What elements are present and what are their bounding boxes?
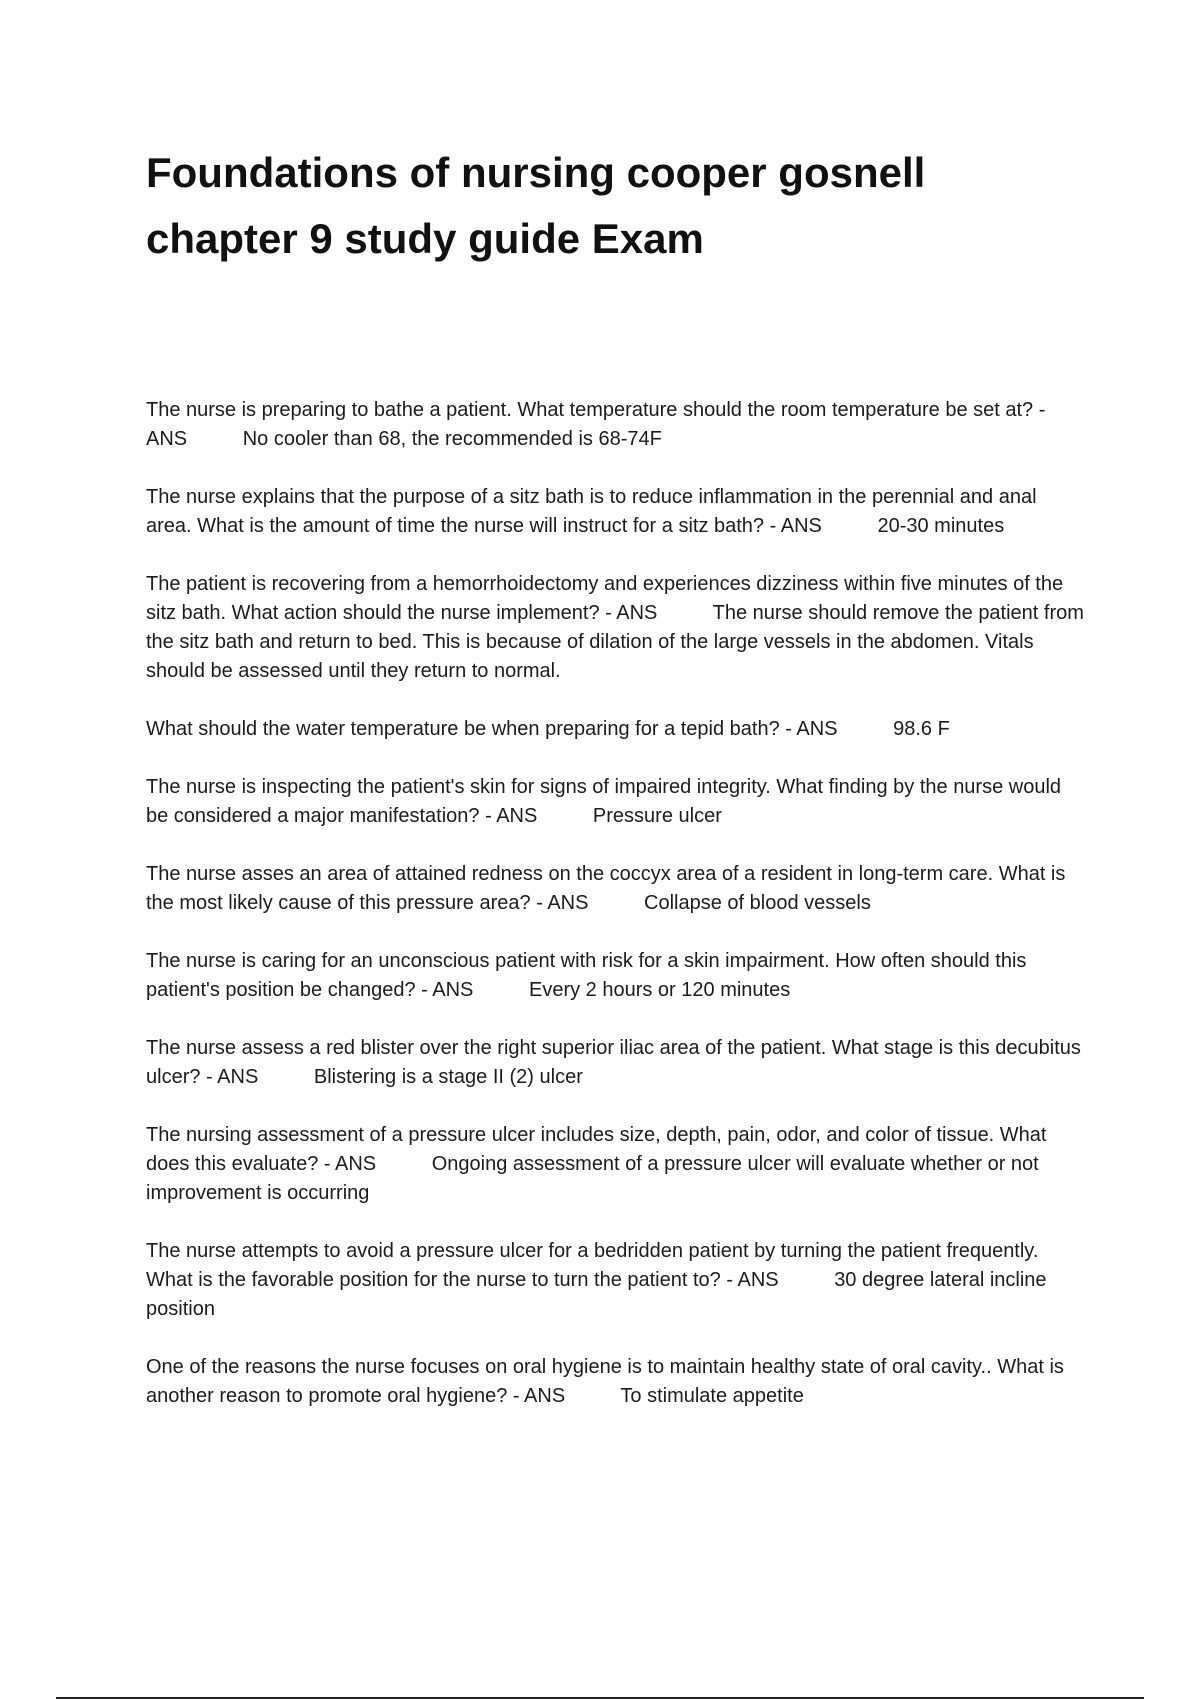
question-text: The nurse assess a red blister over the right superior iliac area of the patient. What stage is this decubitus ulcer? bbox=[146, 1037, 1081, 1088]
answer-marker: - ANS bbox=[206, 1066, 259, 1088]
answer-marker: - ANS bbox=[146, 399, 1046, 450]
page-title: Foundations of nursing cooper gosnell chapter 9 study guide Exam bbox=[146, 149, 926, 262]
question-text: The nurse is caring for an unconscious patient with risk for a skin impairment. How often should this patient's position be changed? bbox=[146, 950, 1027, 1001]
answer-marker: - ANS bbox=[421, 979, 474, 1001]
qa-item bbox=[146, 1353, 1086, 1411]
qa-item bbox=[146, 483, 1086, 541]
question-text: The nurse is inspecting the patient's skin for signs of impaired integrity. What finding by the nurse would be considered a major manifestation? bbox=[146, 776, 1062, 827]
footer-divider bbox=[56, 1697, 1144, 1699]
qa-item bbox=[146, 860, 1086, 918]
answer-marker: - ANS bbox=[769, 515, 822, 537]
question-text: The nurse attempts to avoid a pressure ulcer for a bedridden patient by turning the patient frequently. What is the favorable position for the nurse to turn the patient to? bbox=[146, 1240, 1039, 1291]
qa-item bbox=[146, 715, 1086, 744]
answer-marker: - ANS bbox=[726, 1269, 779, 1291]
answer-text: Pressure ulcer bbox=[592, 805, 722, 827]
answer-text: No cooler than 68, the recommended is 68-74F bbox=[242, 428, 662, 450]
answer-marker: - ANS bbox=[323, 1153, 377, 1175]
qa-item bbox=[146, 1121, 1086, 1208]
question-text: The nurse is preparing to bathe a patient. What temperature should the room temperature be set at? bbox=[146, 399, 1034, 421]
answer-text: Every 2 hours or 120 minutes bbox=[528, 979, 791, 1001]
answer-text: Collapse of blood vessels bbox=[644, 892, 871, 914]
answer-text: 20-30 minutes bbox=[877, 515, 1005, 537]
question-text: One of the reasons the nurse focuses on oral hygiene is to maintain healthy state of oral cavity.. What is another reason to promote oral hygiene? bbox=[146, 1356, 1064, 1407]
question-text: The nurse explains that the purpose of a sitz bath is to reduce inflammation in the perennial and anal area. What is the amount of time the nurse will instruct for a sitz bath? bbox=[146, 486, 1037, 537]
answer-text: Blistering is a stage II (2) ulcer bbox=[313, 1066, 583, 1088]
answer-marker: - ANS bbox=[605, 602, 658, 624]
qa-item bbox=[146, 396, 1086, 454]
qa-list bbox=[146, 396, 1086, 1440]
answer-marker: - ANS bbox=[536, 892, 589, 914]
answer-text: To stimulate appetite bbox=[620, 1385, 804, 1407]
question-text: The nursing assessment of a pressure ulcer includes size, depth, pain, odor, and color of tissue. What does this evaluate? bbox=[146, 1124, 1047, 1175]
qa-item bbox=[146, 947, 1086, 1005]
question-text: The patient is recovering from a hemorrhoidectomy and experiences dizziness within five minutes of the sitz bath. What action should the nurse implement? bbox=[146, 573, 1064, 624]
answer-text: The nurse should remove the patient from the sitz bath and return to bed. This is because of dilation of the large vessels in the abdomen. Vitals should be assessed until they return to normal. bbox=[146, 602, 1084, 682]
qa-item bbox=[146, 773, 1086, 831]
question-text: The nurse asses an area of attained redness on the coccyx area of a resident in long-term care. What is the most likely cause of this pressure area? bbox=[146, 863, 1066, 914]
answer-marker: - ANS bbox=[512, 1385, 566, 1407]
answer-text: 98.6 F bbox=[893, 718, 950, 740]
qa-item bbox=[146, 1034, 1086, 1092]
qa-item bbox=[146, 570, 1086, 686]
answer-marker: - ANS bbox=[485, 805, 538, 827]
answer-text: Ongoing assessment of a pressure ulcer will evaluate whether or not improvement is occurring bbox=[146, 1153, 1039, 1204]
answer-marker: - ANS bbox=[785, 718, 838, 740]
answer-text: 30 degree lateral incline position bbox=[146, 1269, 1047, 1320]
question-text: What should the water temperature be when preparing for a tepid bath? bbox=[146, 718, 780, 740]
qa-item bbox=[146, 1237, 1086, 1324]
